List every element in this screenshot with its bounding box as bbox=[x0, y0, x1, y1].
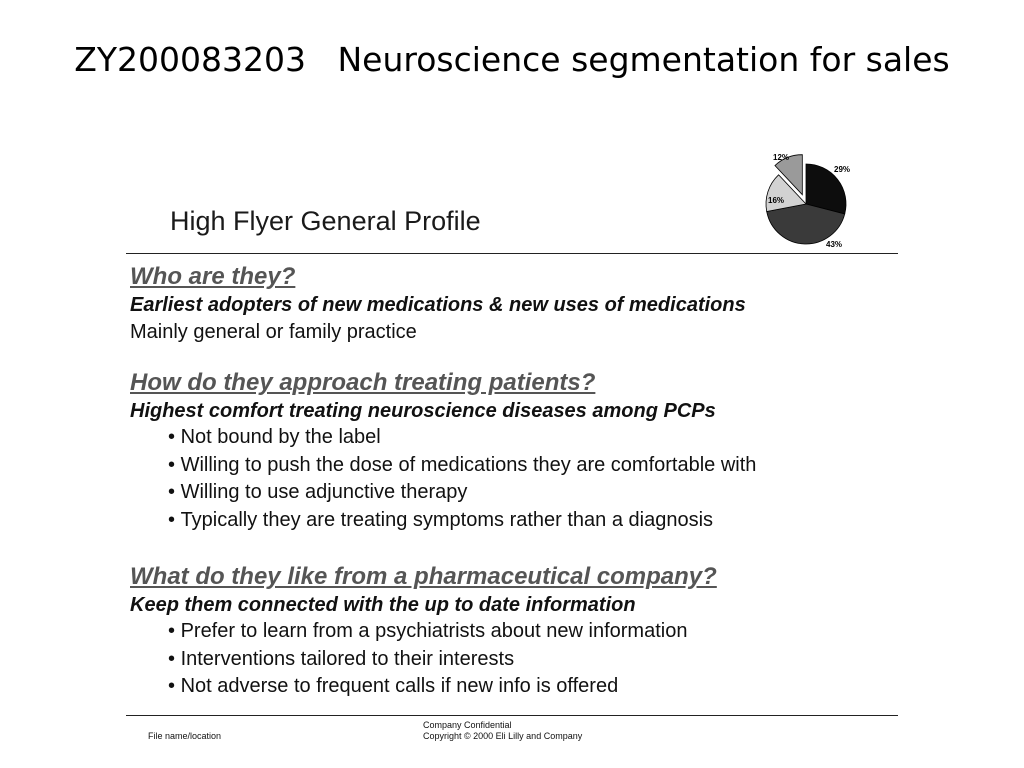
section-likes bbox=[130, 562, 900, 701]
footer-divider bbox=[126, 715, 898, 716]
footer-file-location: File name/location bbox=[148, 731, 222, 741]
slide-title: ZY200083203 Neuroscience segmentation for sales bbox=[74, 40, 950, 79]
footer-legal bbox=[423, 720, 582, 742]
section-likes-bullets bbox=[130, 618, 900, 701]
pie-label-29: 29% bbox=[834, 165, 851, 174]
bullet-item: • Willing to use adjunctive therapy bbox=[168, 479, 900, 507]
bullet-item: • Interventions tailored to their interests bbox=[168, 646, 900, 674]
bullet-item: • Not bound by the label bbox=[168, 424, 900, 452]
pie-label-16: 16% bbox=[768, 196, 785, 205]
footer-copyright: Copyright © 2000 Eli Lilly and Company bbox=[423, 731, 583, 741]
section-approach-question: How do they approach treating patients? bbox=[130, 369, 596, 396]
section-approach-bullets bbox=[130, 424, 900, 534]
bullet-item: • Typically they are treating symptoms rather than a diagnosis bbox=[168, 507, 900, 535]
section-likes-question: What do they like from a pharmaceutical company? bbox=[130, 563, 717, 590]
section-likes-subtitle: Keep them connected with the up to date information bbox=[130, 594, 636, 616]
section-approach bbox=[130, 368, 900, 534]
section-who-subtitle: Earliest adopters of new medications & new uses of medications bbox=[130, 294, 746, 316]
pie-label-43: 43% bbox=[826, 240, 843, 249]
section-who bbox=[130, 262, 900, 346]
pie-label-12: 12% bbox=[773, 153, 790, 162]
section-who-line: Mainly general or family practice bbox=[130, 321, 417, 343]
bullet-item: • Not adverse to frequent calls if new info is offered bbox=[168, 673, 900, 701]
bullet-item: • Prefer to learn from a psychiatrists about new information bbox=[168, 618, 900, 646]
pie-chart bbox=[760, 146, 852, 250]
profile-heading: High Flyer General Profile bbox=[170, 206, 481, 236]
bullet-item: • Willing to push the dose of medications they are comfortable with bbox=[168, 452, 900, 480]
section-who-question: Who are they? bbox=[130, 263, 296, 290]
section-approach-subtitle: Highest comfort treating neuroscience diseases among PCPs bbox=[130, 400, 716, 422]
top-divider bbox=[126, 253, 898, 254]
footer-confidential: Company Confidential bbox=[423, 720, 512, 730]
